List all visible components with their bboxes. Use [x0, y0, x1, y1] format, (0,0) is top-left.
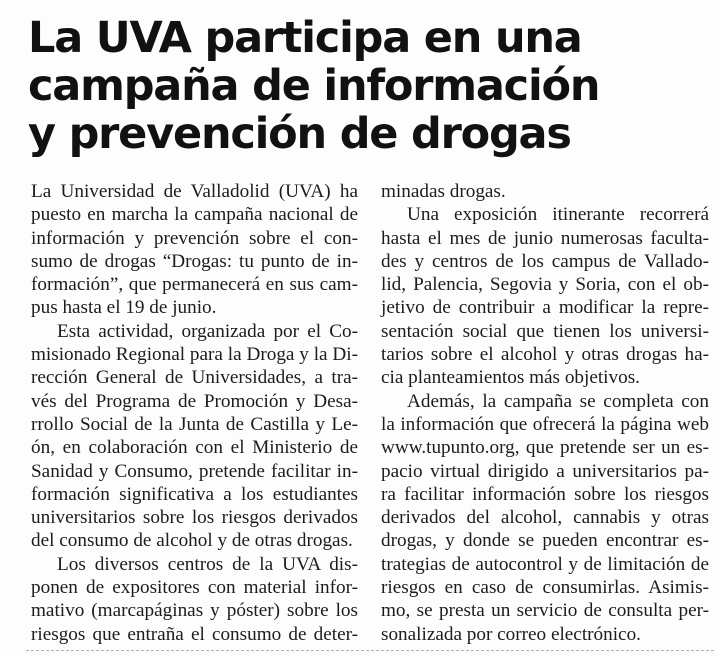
article-text-line: información y prevención sobre el con- — [31, 227, 358, 249]
article-text-line: rección General de Universidades, a tra- — [31, 367, 358, 389]
article-text-line: cia planteamientos más objetivos. — [381, 367, 640, 389]
article-text-line: ponen de expositores con material infor- — [31, 577, 358, 599]
article-text-line: sentación social que tienen los universi- — [381, 320, 709, 342]
page-edge-divider — [26, 650, 714, 652]
article-text-line: riesgos que entraña el consumo de deter- — [31, 623, 358, 645]
article-text-line: Los diversos centros de la UVA dis- — [57, 553, 358, 575]
article-text-line: universitarios sobre los riesgos derivados — [31, 507, 358, 529]
article-text-line: rrollo Social de la Junta de Castilla y Le- — [31, 413, 358, 435]
article-headline — [28, 14, 708, 158]
article-text-line: ón, en colaboración con el Ministerio de — [31, 437, 358, 459]
article-text-line: hasta el mes de junio numerosas faculta- — [381, 227, 709, 249]
headline-line: y prevención de drogas — [28, 109, 571, 159]
article-text-line: www.tupunto.org, que pretende ser un es- — [381, 437, 709, 459]
article-text-line: ra facilitar información sobre los riesgos — [381, 483, 709, 505]
article-text-line: riesgos en caso de consumirlas. Asimis- — [381, 577, 709, 599]
article-text-line: formación”, que permanecerá en sus cam- — [31, 274, 358, 296]
article-column-left — [31, 180, 358, 646]
article-text-line: sumo de drogas “Drogas: tu punto de in- — [31, 250, 358, 272]
article-text-line: La Universidad de Valladolid (UVA) ha — [31, 181, 358, 202]
article-text-line: formación significativa a los estudiantes — [31, 483, 358, 505]
article-text-line: sonalizada por correo electrónico. — [381, 623, 641, 645]
article-text-line: lid, Palencia, Segovia y Soria, con el ob- — [381, 274, 709, 296]
article-text-line: misionado Regional para la Droga y la Di- — [31, 344, 358, 366]
article-column-right — [381, 180, 709, 646]
article-text-line: jetivo de contribuir a modificar la repre- — [381, 297, 709, 319]
article-text-line: tarios sobre el alcohol y otras drogas ha- — [381, 344, 709, 366]
article-text-line: drogas, y donde se pueden encontrar es- — [381, 530, 709, 552]
article-text-line: puesto en marcha la campaña nacional de — [31, 204, 358, 226]
article-text-line: la información que ofrecerá la página web — [381, 413, 709, 435]
article-text-line: Además, la campaña se completa con — [407, 390, 709, 412]
article-text-line: derivados del alcohol, cannabis y otras — [381, 507, 709, 529]
article-text-line: mo, se presta un servicio de consulta per- — [381, 600, 709, 622]
article-text-line: trategias de autocontrol y de limitación de — [381, 553, 709, 575]
article-text-line: Sanidad y Consumo, pretende facilitar in- — [31, 460, 358, 482]
article-text-line: pacio virtual dirigido a universitarios pa- — [381, 460, 709, 482]
article-text-line: mativo (marcapáginas y póster) sobre los — [31, 600, 358, 622]
article-text-line: vés del Programa de Promoción y Desa- — [31, 390, 358, 412]
article-text-line: des y centros de los campus de Vallado- — [381, 250, 709, 272]
article-text-line: del consumo de alcohol y de otras drogas. — [31, 530, 353, 552]
headline-line: La UVA participa en una — [28, 13, 582, 63]
article-text-line: Esta actividad, organizada por el Co- — [57, 320, 358, 342]
headline-line: campaña de información — [28, 61, 600, 111]
article-text-line: minadas drogas. — [381, 181, 506, 202]
article-text-line: pus hasta el 19 de junio. — [31, 297, 217, 319]
article-text-line: Una exposición itinerante recorrerá — [407, 204, 709, 226]
